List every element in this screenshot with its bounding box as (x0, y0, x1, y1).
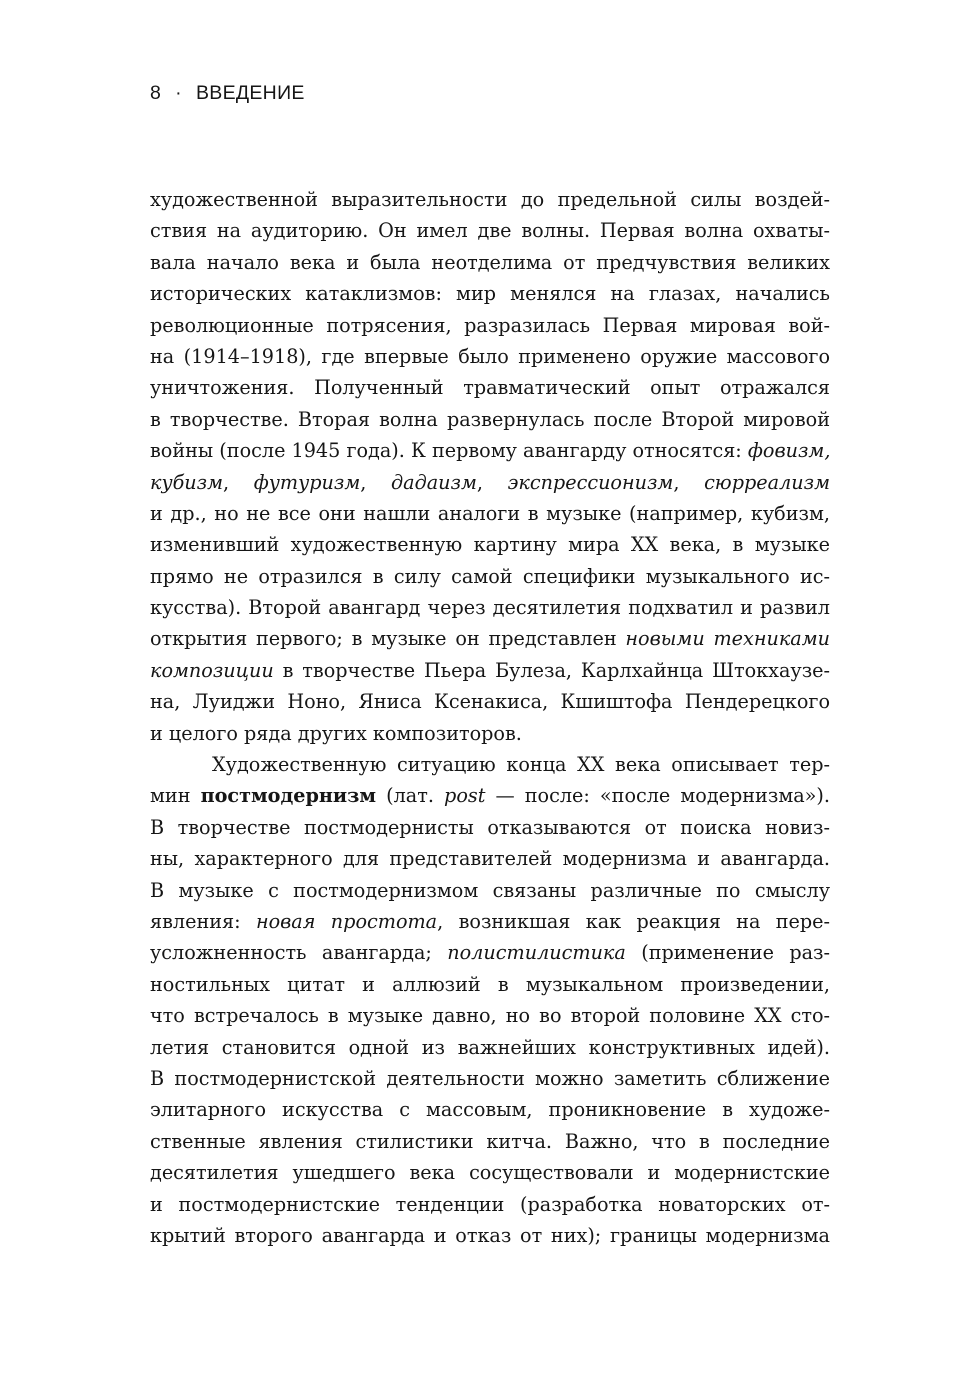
text-line (150, 1032, 830, 1063)
body-text (150, 184, 830, 1251)
text-line (150, 875, 830, 906)
text-run: и др., но не все они нашли аналоги в музыке (например, кубизм, (150, 501, 830, 525)
text-line (150, 310, 830, 341)
text-run: ственные явления стилистики китча. Важно, что в последние (150, 1129, 830, 1153)
italic-term: экспрессионизм (507, 470, 674, 494)
text-line (150, 655, 830, 686)
bold-term: постмодернизм (200, 784, 377, 808)
text-run: , (360, 470, 391, 494)
italic-term: полистилистика (447, 941, 626, 965)
text-run: В постмодернистской деятельности можно заметить сближение (150, 1066, 830, 1090)
text-run: , (476, 470, 508, 494)
text-run: , возникшая как реакция на пере- (437, 909, 830, 933)
text-line (150, 843, 830, 874)
text-run: и целого ряда других композиторов. (150, 721, 522, 745)
text-run: В творчестве постмодернисты отказываются от поиска новиз- (150, 815, 830, 839)
text-run: кусства). Второй авангард через десятилетия подхватил и развил (150, 596, 830, 620)
page-number: 8 (150, 82, 162, 104)
text-line (150, 1126, 830, 1157)
text-run: элитарного искусства с массовым, проникновение в художе- (150, 1098, 830, 1122)
text-run: художественной выразительности до предельной силы воздей- (150, 188, 830, 211)
header-separator: · (175, 82, 182, 104)
italic-term: фовизм, (747, 439, 831, 463)
italic-term: футуризм (253, 470, 361, 494)
text-line (150, 247, 830, 278)
text-run: (применение раз- (625, 941, 830, 965)
text-line (150, 686, 830, 717)
text-run: (лат. (376, 784, 445, 808)
text-run: на (1914–1918), где впервые было применено оружие массового (150, 344, 830, 368)
italic-term: сюрреализм (704, 470, 831, 494)
text-run: прямо не отразился в силу самой специфики музыкального ис- (150, 564, 830, 588)
text-line (150, 341, 830, 372)
text-run: ны, характерного для представителей модернизма и авангарда. (150, 847, 830, 871)
text-run: в творчестве. Вторая волна развернулась после Второй мировой (150, 407, 830, 431)
running-header (150, 82, 305, 105)
text-run: ствия на аудиторию. Он имел две волны. Первая волна охваты- (150, 219, 830, 243)
italic-term: post (444, 784, 486, 808)
text-line (150, 467, 830, 498)
text-line (150, 278, 830, 309)
text-run: изменивший художественную картину мира XX века, в музыке (150, 533, 830, 557)
text-line (150, 435, 830, 466)
italic-term: новыми техниками (625, 627, 830, 651)
text-run: уничтожения. Полученный травматический опыт отражался (150, 376, 830, 400)
text-run: исторических катаклизмов: мир менялся на глазах, начались (150, 282, 830, 306)
text-line (150, 749, 830, 780)
text-line (150, 937, 830, 968)
text-run: — после: «после модернизма»). (485, 784, 831, 808)
text-line (150, 812, 830, 843)
text-line (150, 184, 830, 215)
italic-term: композиции (150, 658, 274, 682)
text-run: ностильных цитат и аллюзий в музыкальном произведении, (150, 972, 830, 996)
text-line (150, 780, 830, 811)
text-line (150, 906, 830, 937)
text-line (150, 215, 830, 246)
text-line (150, 1220, 830, 1251)
text-run: Художественную ситуацию конца XX века описывает тер- (212, 753, 830, 777)
text-line (150, 529, 830, 560)
text-line (150, 1000, 830, 1031)
text-run: , (223, 470, 254, 494)
text-run: , (673, 470, 705, 494)
text-line (150, 969, 830, 1000)
italic-term: новая простота (255, 909, 438, 933)
text-line (150, 1063, 830, 1094)
italic-term: кубизм (150, 470, 224, 494)
text-line (150, 498, 830, 529)
text-run: мин (150, 784, 201, 808)
text-line (150, 592, 830, 623)
text-run: летия становится одной из важнейших конструктивных идей). (150, 1035, 830, 1059)
text-line (150, 623, 830, 654)
text-line (150, 561, 830, 592)
text-run: на, Луиджи Ноно, Яниса Ксенакиса, Кшиштофа Пендерецкого (150, 690, 830, 714)
text-run: в творчестве Пьера Булеза, Карлхайнца Штокхаузе- (273, 658, 830, 682)
text-line (150, 1189, 830, 1220)
text-line (150, 404, 830, 435)
text-run: что встречалось в музыке давно, но во второй половине XX сто- (150, 1004, 830, 1028)
text-line (150, 1094, 830, 1125)
italic-term: дадаизм (390, 470, 477, 494)
text-run: открытия первого; в музыке он представлен (150, 627, 626, 651)
text-run: вала начало века и была неотделима от предчувствия великих (150, 250, 830, 274)
text-run: десятилетия ушедшего века сосуществовали и модернистские (150, 1161, 830, 1185)
text-run: революционные потрясения, разразилась Первая мировая вой- (150, 313, 830, 337)
text-run: и постмодернистские тенденции (разработка новаторских от- (150, 1192, 830, 1216)
text-run: войны (после 1945 года). К первому авангарду относятся: (150, 439, 748, 463)
text-line (150, 372, 830, 403)
text-run: усложненность авангарда; (150, 941, 448, 965)
text-run: В музыке с постмодернизмом связаны различные по смыслу (150, 878, 830, 902)
text-line (150, 1157, 830, 1188)
text-line (150, 718, 830, 749)
text-run: явления: (150, 909, 256, 933)
text-run: крытий второго авангарда и отказ от них); границы модернизма (150, 1223, 830, 1247)
section-title: ВВЕДЕНИЕ (195, 82, 305, 104)
